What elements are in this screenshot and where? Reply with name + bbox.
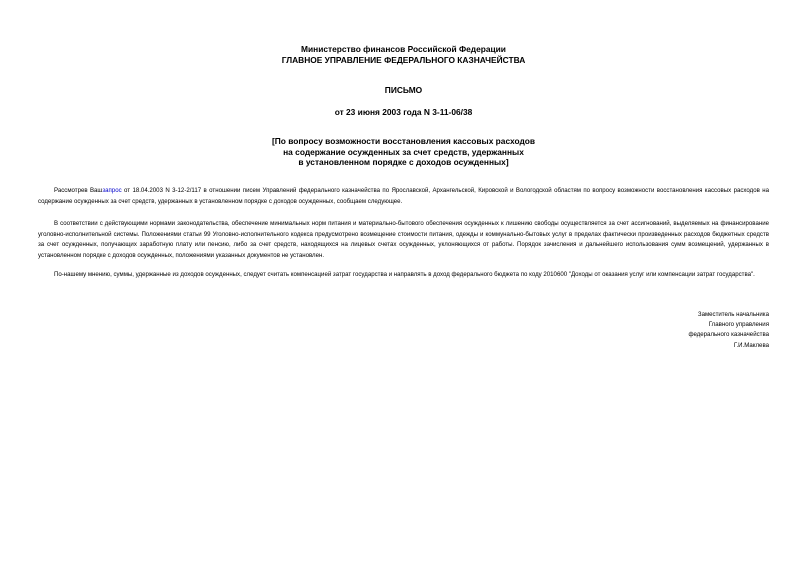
signature-title-2: Главного управления [708, 321, 769, 329]
subject-line-3: в установленном порядке с доходов осужденных] [298, 157, 509, 167]
paragraph-3: По-нашему мнению, суммы, удержанные из доходов осужденных, следует считать компенсацией затрат государства и направлять в доход федерального бюджета по коду 2010600 "Доходы от оказания услуг или компенсации затрат государства". [54, 271, 755, 278]
paragraph-1 [38, 186, 769, 207]
paragraph-1-rest: от 18.04.2003 N 3-12-2/117 в отношении писем Управлений федерального казначейства по Ярославской, Архангельской, Кировской и Вологодской областям по вопросу возможности восстановления кассовых расходов на содержание осужденных за счет средств, удержанных в установленном порядке с доходов осужденных, сообщаем следующее. [38, 187, 769, 205]
paragraph-1-start: Рассмотрев Ваш [54, 187, 103, 194]
subject-line-2: на содержание осужденных за счет средств, удержанных [283, 146, 524, 157]
request-link[interactable]: запрос [102, 187, 122, 194]
document-type: ПИСЬМО [384, 85, 423, 95]
signature-block [688, 310, 769, 351]
signatory-name: Г.И.Маклева [733, 341, 769, 349]
subject-line-1: [По вопросу возможности восстановления кассовых расходов [271, 136, 536, 146]
document-subject [0, 136, 807, 168]
signature-title-3: федерального казначейства [688, 331, 769, 339]
ministry-name: Министерство финансов Российской Федерации [301, 44, 506, 54]
paragraph-2: В соответствии с действующими нормами законодательства, обеспечение минимальных норм питания и материально-бытового обеспечения осужденных к лишению свободы осуществляется за счет ассигнований, выделяемых на финансирование уголовно-исполнительной системы. Положениями статьи 99 Уголовно-исполнительного кодекса предусмотрено возмещение стоимости питания, одежды и коммунально-бытовых услуг в пределах фактически произведенных расходов бюджетных средств за счет осужденных, получающих заработную плату или пенсию, либо за счет средств, находящихся на лицевых счетах осужденных, уклоняющихся от работы. Порядок зачисления и дальнейшего использования сумм возмещений, удержанных в установленном порядке с доходов осужденных, положениями указанных документов не установлен. [38, 220, 769, 259]
document-date-number: от 23 июня 2003 года N 3-11-06/38 [334, 107, 473, 117]
signature-title-1: Заместитель начальника [697, 311, 769, 318]
department-name: ГЛАВНОЕ УПРАВЛЕНИЕ ФЕДЕРАЛЬНОГО КАЗНАЧЕЙСТВА [281, 55, 526, 65]
document-header [0, 44, 807, 66]
